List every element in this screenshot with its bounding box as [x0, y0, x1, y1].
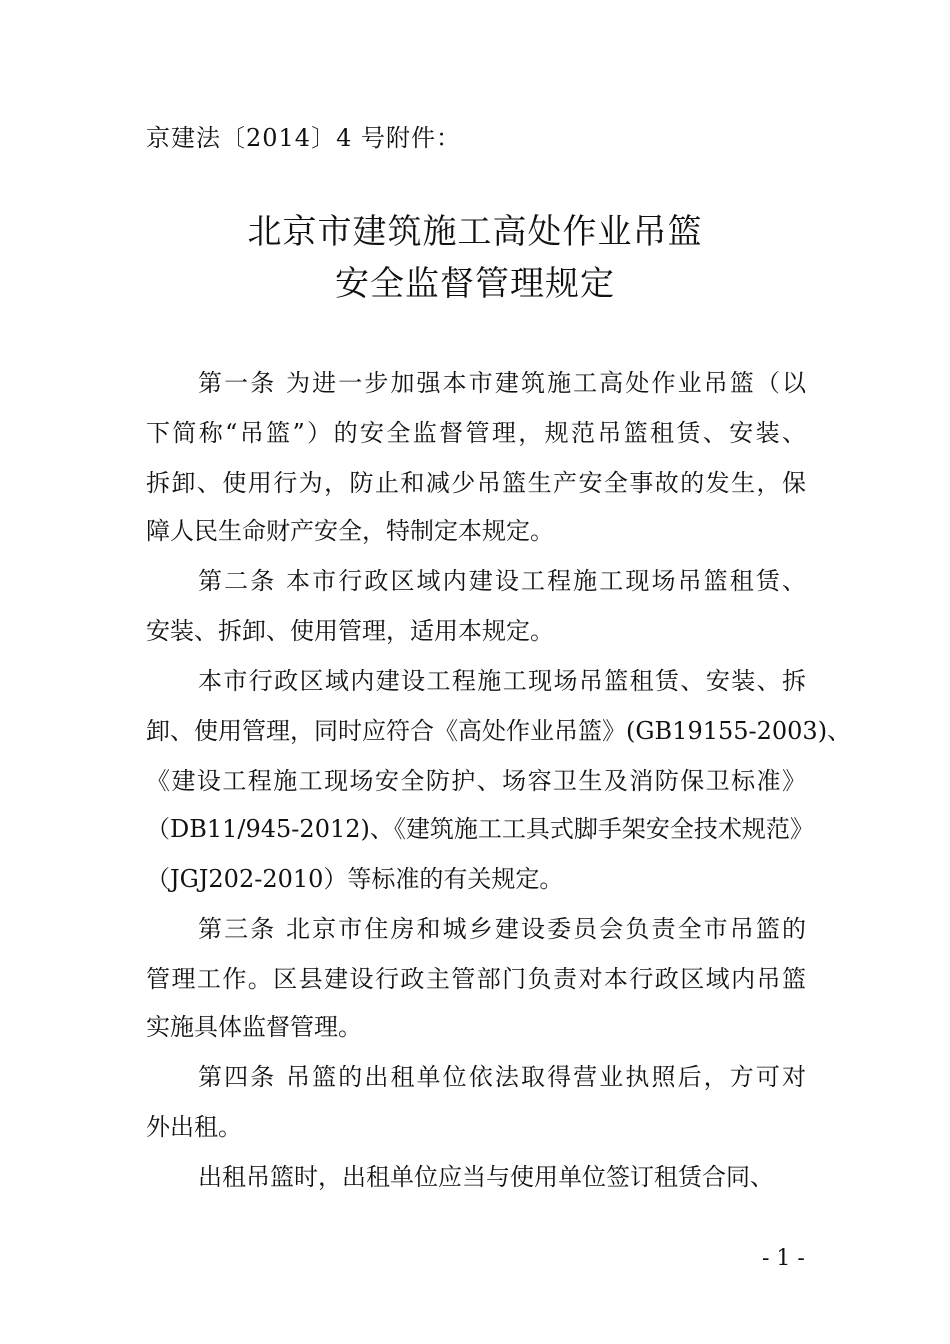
document-title-line-2: 安全监督管理规定	[335, 264, 615, 304]
body-line: 下简称“吊篮”）的安全监督管理，规范吊篮租赁、安装、	[146, 419, 806, 447]
page-number: - 1 -	[762, 1246, 805, 1271]
body-line: 《建设工程施工现场安全防护、场容卫生及消防保卫标准》	[146, 767, 806, 795]
body-line: 实施具体监督管理。	[146, 1013, 362, 1041]
body-line: （DB11/945-2012)、《建筑施工工具式脚手架安全技术规范》	[146, 815, 814, 843]
body-line: 第三条 北京市住房和城乡建设委员会负责全市吊篮的	[198, 915, 806, 943]
body-line: 出租吊篮时，出租单位应当与使用单位签订租赁合同、	[198, 1163, 774, 1191]
body-line: 第四条 吊篮的出租单位依法取得营业执照后，方可对	[198, 1063, 806, 1091]
body-line: 障人民生命财产安全，特制定本规定。	[146, 517, 554, 545]
body-line: 卸、使用管理，同时应符合《高处作业吊篮》(GB19155-2003)、	[146, 717, 852, 745]
body-line: 第一条 为进一步加强本市建筑施工高处作业吊篮（以	[198, 369, 806, 397]
document-header: 京建法〔2014〕4 号附件：	[146, 124, 461, 152]
body-line: 第二条 本市行政区域内建设工程施工现场吊篮租赁、	[198, 567, 806, 595]
body-line: 外出租。	[146, 1113, 242, 1141]
body-line: 拆卸、使用行为，防止和减少吊篮生产安全事故的发生，保	[146, 469, 806, 497]
body-line: 管理工作。区县建设行政主管部门负责对本行政区域内吊篮	[146, 965, 806, 993]
document-title-line-1: 北京市建筑施工高处作业吊篮	[247, 212, 703, 252]
body-line: 本市行政区域内建设工程施工现场吊篮租赁、安装、拆	[198, 667, 806, 695]
body-line: 安装、拆卸、使用管理，适用本规定。	[146, 617, 554, 645]
body-line: （JGJ202-2010）等标准的有关规定。	[146, 865, 564, 893]
